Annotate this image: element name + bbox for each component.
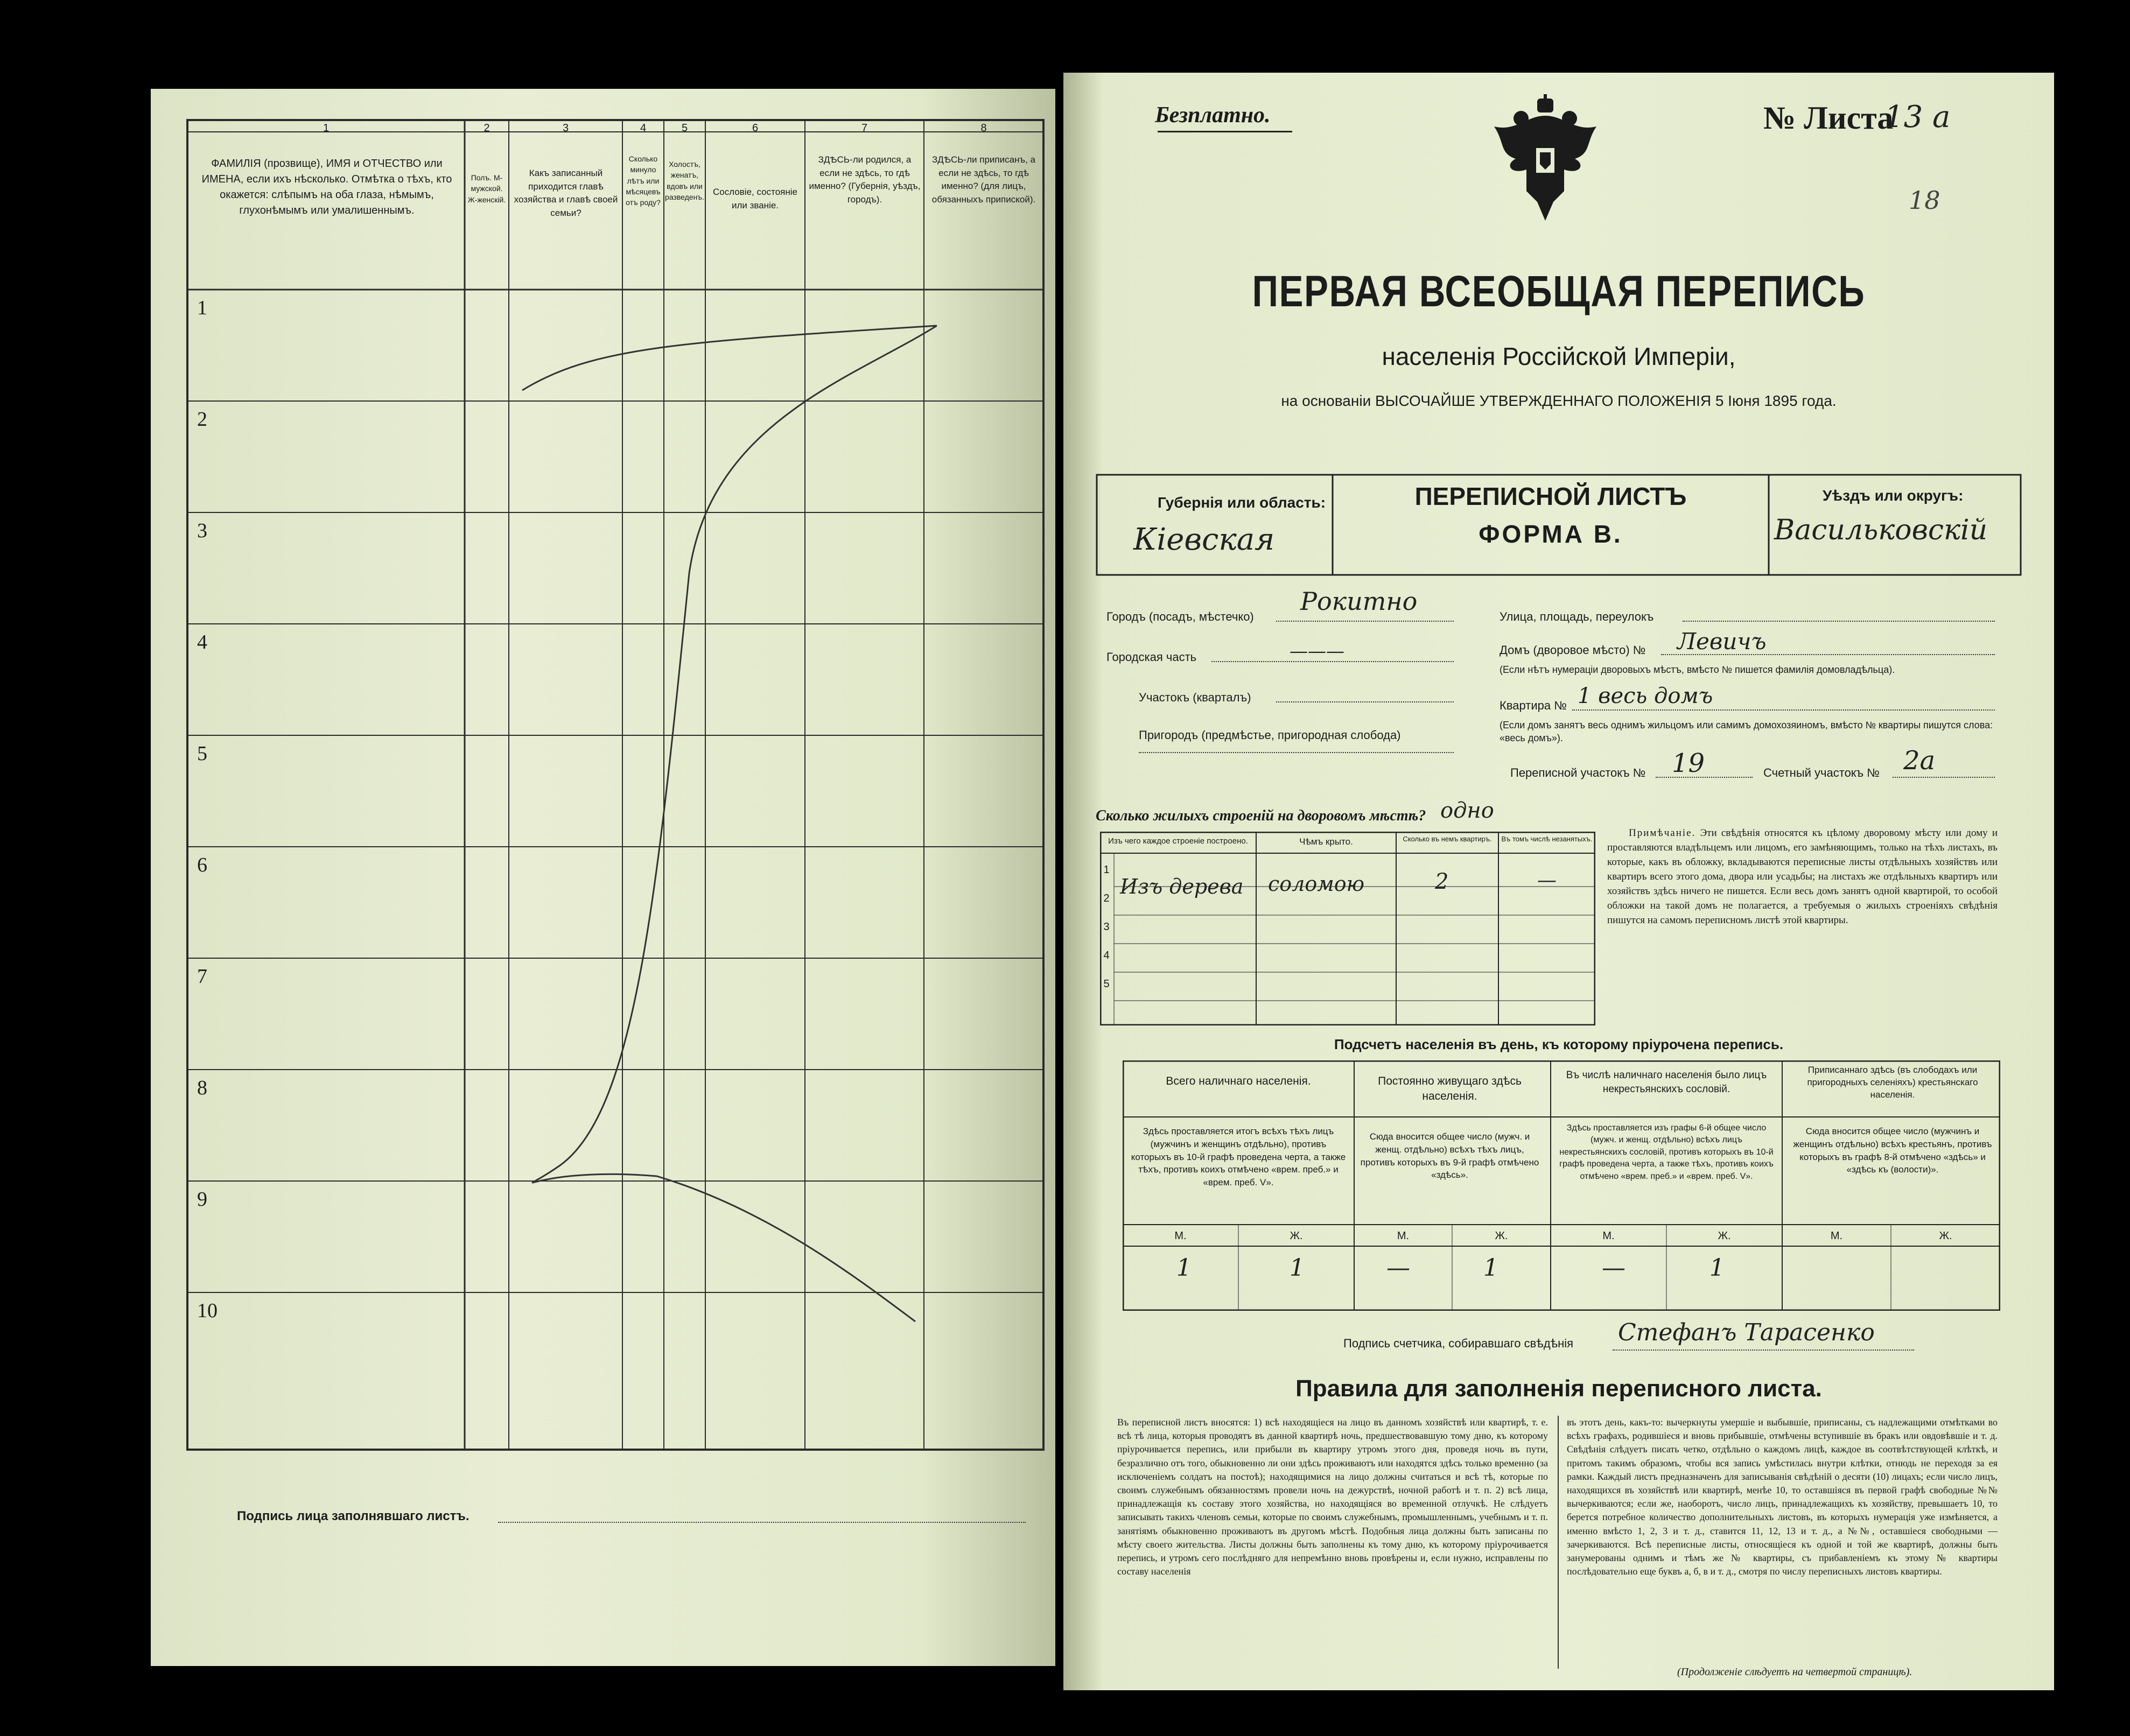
census-subtitle: населенія Россійской Имперіи,: [1382, 342, 1736, 370]
continued-note: (Продолженіе слѣдуетъ на четвертой страницѣ).: [1677, 1666, 1912, 1678]
pop-value: —: [1602, 1254, 1625, 1282]
census-basis: на основаніи ВЫСОЧАЙШЕ УТВЕРЖДЕННАГО ПОЛОЖЕНІЯ 5 Іюня 1895 года.: [1281, 392, 1837, 409]
street-label: Улица, площадь, переулокъ: [1500, 610, 1654, 623]
free-underline: [1158, 131, 1292, 132]
buildings-question: Сколько жилыхъ строеній на дворовомъ мѣстѣ?: [1096, 807, 1426, 824]
pop-f-label: Ж.: [1290, 1230, 1303, 1242]
suburb-line: [1139, 752, 1454, 753]
apartment-note: (Если домъ занятъ весь однимъ жильцомъ или самимъ домохозяиномъ, вмѣсто № квартиры пишутся слова: «весь домъ»).: [1500, 720, 1993, 744]
building-roof-value: соломою: [1268, 872, 1365, 896]
row-number: 3: [197, 519, 207, 542]
pop-m-label: М.: [1830, 1230, 1843, 1242]
suburb-label: Пригородъ (предмѣстье, пригородная слобода): [1139, 728, 1401, 742]
form-title: ПЕРЕПИСНОЙ ЛИСТЪ: [1414, 482, 1687, 510]
building-row-num: 3: [1103, 921, 1110, 933]
district-value: Васильковскій: [1774, 514, 1988, 546]
pop-group-desc: Здѣсь проставляется итогъ всѣхъ тѣхъ лицъ (мужчинъ и женщинъ отдѣльно), противъ которыхъ въ 10-й графѣ проведена черта, а также тѣхъ, противъ коихъ отмѣчено «врем. преб.» и «врем. преб. V».: [1131, 1126, 1346, 1188]
building-row-num: 1: [1103, 864, 1110, 876]
pop-group-title: Постоянно живущаго здѣсь населенія.: [1378, 1075, 1522, 1103]
building-material-value: Изъ дерева: [1120, 875, 1244, 898]
rules-title: Правила для заполненія переписного листа.: [1295, 1375, 1822, 1402]
rules-column-1: Въ переписной листъ вносятся: 1) всѣ находящіеся на лицо въ данномъ хозяйствѣ или квартирѣ, т. е. всѣ тѣ лица, которыя проводятъ въ данной квартирѣ ночь, предшествовавшую тому дню, къ которому пріурочивается перепись, или прибыли въ квартиру утромъ этого дня, проведя ночь въ пути, безразлично отъ того, обыкновенно ли они здѣсь проживаютъ или находятся здѣсь только временно (за исключеніемъ солдатъ на постоѣ); находящимися на лицо должны считаться и всѣ тѣ, которые по своимъ служебнымъ обязанностямъ провели ночь на дежурствѣ, ночной работѣ и т. п. 2) всѣ лица, принадлежащія къ составу этого хозяйства, но находящіяся во временной отлучкѣ. Не слѣдуетъ записывать такихъ членовъ семьи, которые по своимъ служебнымъ, промышленнымъ, учебнымъ и т. п. занятіямъ обыкновенно проживаютъ въ другомъ мѣстѣ. Подобныя лица должны быть записаны по мѣсту своего жительства. Листы должны быть заполнены къ тому дню, къ которому пріурочивается перепись, и утромъ сего послѣдняго для непремѣнно вновь провѣрены и, если нужно, исправлены по составу населенія: [1117, 1417, 1548, 1577]
pop-m-label: М.: [1174, 1230, 1187, 1242]
pop-value: 1: [1709, 1254, 1725, 1282]
house-note: (Если нѣтъ нумераціи дворовыхъ мѣстъ, вмѣсто № пишется фамилія домовладѣльца).: [1500, 664, 1895, 675]
col-num-7: 7: [861, 122, 868, 134]
house-value: Левичъ: [1677, 628, 1767, 655]
province-value: Кіевская: [1133, 522, 1275, 557]
cross-out-stroke: [522, 326, 937, 1322]
quarter-label: Участокъ (кварталъ): [1139, 691, 1251, 704]
counter-signature-line: [1613, 1350, 1914, 1351]
row-number: 4: [197, 631, 207, 653]
street-line: [1683, 621, 1995, 622]
col-num-6: 6: [752, 122, 759, 134]
census-plot-value: 19: [1672, 748, 1705, 778]
apartment-line: [1572, 709, 1995, 711]
buildings-answer: одно: [1440, 798, 1494, 823]
city-part-label: Городская часть: [1106, 650, 1197, 664]
left-grid: [151, 89, 1055, 1666]
counter-signature-label: Подпись счетчика, собиравшаго свѣдѣнія: [1343, 1337, 1574, 1350]
pop-group-title: Всего наличнаго населенія.: [1166, 1075, 1311, 1087]
pop-value: —: [1386, 1254, 1410, 1282]
note-title: Примѣчаніе.: [1629, 827, 1696, 839]
col-num-5: 5: [681, 122, 688, 134]
right-page: [1063, 73, 2054, 1690]
census-plot-label: Переписной участокъ №: [1510, 766, 1646, 779]
col-header-7: ЗДѢСЬ-ли родился, а если не здѣсь, то гдѣ именно? (Губернія, уѣздъ, городъ).: [809, 154, 921, 205]
stamp-number: 18: [1909, 186, 1940, 215]
col-header-2: Полъ. М-мужской. Ж-женскій.: [467, 173, 506, 204]
note-block: [1607, 826, 1998, 928]
buildings-header-material: Изъ чего каждое строеніе построено.: [1108, 837, 1248, 846]
pop-m-label: М.: [1397, 1230, 1410, 1242]
apartment-label: Квартира №: [1500, 699, 1567, 712]
pop-value: 1: [1176, 1254, 1192, 1282]
signature-label: Подпись лица заполнявшаго листъ.: [237, 1509, 470, 1523]
building-vacant-value: —: [1537, 869, 1557, 891]
sheet-number-label: № Листа: [1763, 100, 1894, 136]
buildings-header-vacant: Въ томъ числѣ незанятыхъ.: [1501, 835, 1593, 843]
apartment-value: 1 весь домъ: [1578, 684, 1713, 708]
pop-m-label: М.: [1602, 1230, 1615, 1242]
pop-group-desc: Здѣсь проставляется изъ графы 6-й общее число (мужч. и женщ. отдѣльно) всѣхъ лицъ некрестьянскихъ сословій, противъ которыхъ въ 10-й графѣ проведена черта, а также тѣхъ, противъ коихъ отмѣчено «врем. преб.» и «врем. преб. V».: [1559, 1123, 1774, 1181]
pop-group-title: Въ числѣ наличнаго населенія было лицъ некрестьянскихъ сословій.: [1566, 1070, 1767, 1095]
counter-signature-value: Стефанъ Тарасенко: [1618, 1319, 1875, 1346]
note-text: Эти свѣдѣнія относятся къ цѣлому дворовому мѣсту или дому и проставляются владѣльцемъ или лицомъ, его замѣняющимъ, только на тѣхъ листахъ, въ которые, какъ въ обложку, вкладываются переписные листы отдѣльныхъ хозяйствъ или квартиръ всего этого дома, двора или усадьбы; на листахъ же отдѣльныхъ квартиръ или хозяйствъ здѣсь ничего не пишется. Если весь домъ занятъ одной квартирой, то особой обложки на такой домъ не полагается, а требуемыя о жилыхъ строеніяхъ свѣдѣнія пишутся на самомъ переписномъ листѣ этой квартиры.: [1607, 827, 1998, 926]
population-title: Подсчетъ населенія въ день, къ которому пріурочена перепись.: [1334, 1036, 1784, 1052]
col-num-4: 4: [640, 122, 647, 134]
rules-column-2: въ этотъ день, какъ-то: вычеркнуты умершіе и выбывшіе, приписаны, съ надлежащими отмѣтками во всѣхъ графахъ, родившіеся и вновь прибывшіе, отмѣчены вступившіе въ бракъ или овдовѣвшіе и т. д. Свѣдѣнія слѣдуетъ писать четко, отдѣльно о каждомъ лицѣ, каждое въ соотвѣтствующей клѣткѣ, и притомъ такимъ образомъ, чтобы вся запись умѣстилась внутри клѣтки, отнюдь не переходя за ея рамки. Каждый листъ предназначенъ для записыванія свѣдѣній о десяти (10) лицахъ; если число лицъ, находящихся въ хозяйствѣ или квартирѣ, менѣе 10, то оставшіяся въ первой графѣ свободные №№ вычеркиваются; если же, наоборотъ, число лицъ, принадлежащихъ къ хозяйству, превышаетъ 10, то берется потребное количество дополнительныхъ листовъ, въ которыхъ нумерація уже измѣняется, а именно вмѣсто 1, 2, 3 и т. д., ставится 11, 12, 13 и т. д., а №№, оставшіеся свободными — зачеркиваются. Всѣ переписные листы, относящіеся къ одной и той же квартирѣ, должны быть занумерованы однимъ и тѣмъ же № квартиры, съ прибавленіемъ къ этому № квартиры послѣдовательно еще буквъ а, б, в и т. д., смотря по числу переписныхъ листовъ квартиры.: [1567, 1417, 1998, 1577]
row-number: 10: [197, 1299, 218, 1322]
left-page: [151, 89, 1055, 1666]
pop-f-label: Ж.: [1718, 1230, 1731, 1242]
pop-value: 1: [1290, 1254, 1305, 1282]
pop-group-title: Приписаннаго здѣсь (въ слободахъ или пригородныхъ селеніяхъ) крестьянскаго населенія.: [1807, 1065, 1978, 1100]
rules-divider: [1558, 1416, 1559, 1669]
census-title: ПЕРВАЯ ВСЕОБЩАЯ ПЕРЕПИСЬ: [1252, 267, 1866, 316]
pop-group-desc: Сюда вносится общее число (мужч. и женщ. отдѣльно) всѣхъ тѣхъ лицъ, противъ которыхъ въ 9-й графѣ отмѣчено «здѣсь».: [1360, 1131, 1539, 1180]
sheet-number-value: 13 а: [1884, 100, 1951, 135]
row-number: 6: [197, 854, 207, 876]
signature-line: [498, 1522, 1026, 1523]
pop-value: 1: [1483, 1254, 1498, 1282]
pop-f-label: Ж.: [1939, 1230, 1952, 1242]
col-header-5: Холостъ, женатъ, вдовъ или разведенъ.: [665, 160, 704, 201]
pop-group-desc: Сюда вносится общее число (мужчинъ и женщинъ отдѣльно) всѣхъ крестьянъ, противъ которыхъ въ графѣ 8-й отмѣчено «здѣсь» и «здѣсь къ (волости)».: [1793, 1126, 1992, 1175]
city-part-value: ———: [1290, 641, 1344, 662]
building-row-num: 2: [1103, 892, 1110, 904]
col-header-8: ЗДѢСЬ-ли приписанъ, а если не здѣсь, то гдѣ именно? (для лицъ, обязанныхъ припиской).: [931, 154, 1036, 205]
col-num-1: 1: [323, 122, 330, 134]
row-number: 1: [197, 297, 207, 319]
building-apts-value: 2: [1435, 869, 1449, 894]
double-headed-eagle-icon: [1483, 94, 1607, 223]
free-label: Безплатно.: [1155, 103, 1271, 128]
city-value: Рокитно: [1300, 587, 1418, 616]
col-header-3: Какъ записанный приходится главѣ хозяйства и главѣ своей семьи?: [514, 168, 618, 218]
col-header-1: ФАМИЛІЯ (прозвище), ИМЯ и ОТЧЕСТВО или ИМЕНА, если ихъ нѣсколько. Отмѣтка о тѣхъ, кто окажется: слѣпымъ на оба глаза, нѣмымъ, глухонѣмымъ или умалишеннымъ.: [201, 158, 452, 216]
pop-f-label: Ж.: [1495, 1230, 1508, 1242]
province-label: Губернія или область:: [1158, 494, 1326, 511]
row-number: 2: [197, 408, 207, 431]
col-header-4: Сколько минуло лѣтъ или мѣсяцевъ отъ роду?: [626, 154, 661, 207]
quarter-line: [1276, 701, 1454, 702]
count-plot-value: 2а: [1903, 746, 1936, 776]
house-label: Домъ (дворовое мѣсто) №: [1500, 643, 1646, 657]
form-letter: ФОРМА В.: [1479, 520, 1623, 548]
row-number: 8: [197, 1077, 207, 1099]
buildings-header-apts: Сколько въ немъ квартиръ.: [1403, 835, 1492, 843]
row-number: 9: [197, 1188, 207, 1211]
row-number: 5: [197, 742, 207, 765]
city-label: Городъ (посадъ, мѣстечко): [1106, 610, 1254, 623]
col-header-6: Сословіе, состояніе или званіе.: [712, 187, 798, 210]
buildings-header-roof: Чѣмъ крыто.: [1299, 837, 1353, 847]
buildings-table: [1100, 832, 1595, 1025]
count-plot-label: Счетный участокъ №: [1763, 766, 1880, 779]
building-row-num: 4: [1103, 950, 1110, 961]
col-num-3: 3: [562, 122, 569, 134]
city-line: [1276, 621, 1454, 622]
district-label: Уѣздъ или округъ:: [1823, 487, 1964, 504]
col-num-2: 2: [484, 122, 490, 134]
count-plot-line: [1893, 777, 1995, 778]
row-number: 7: [197, 965, 207, 988]
building-row-num: 5: [1103, 978, 1110, 990]
col-num-8: 8: [980, 122, 987, 134]
